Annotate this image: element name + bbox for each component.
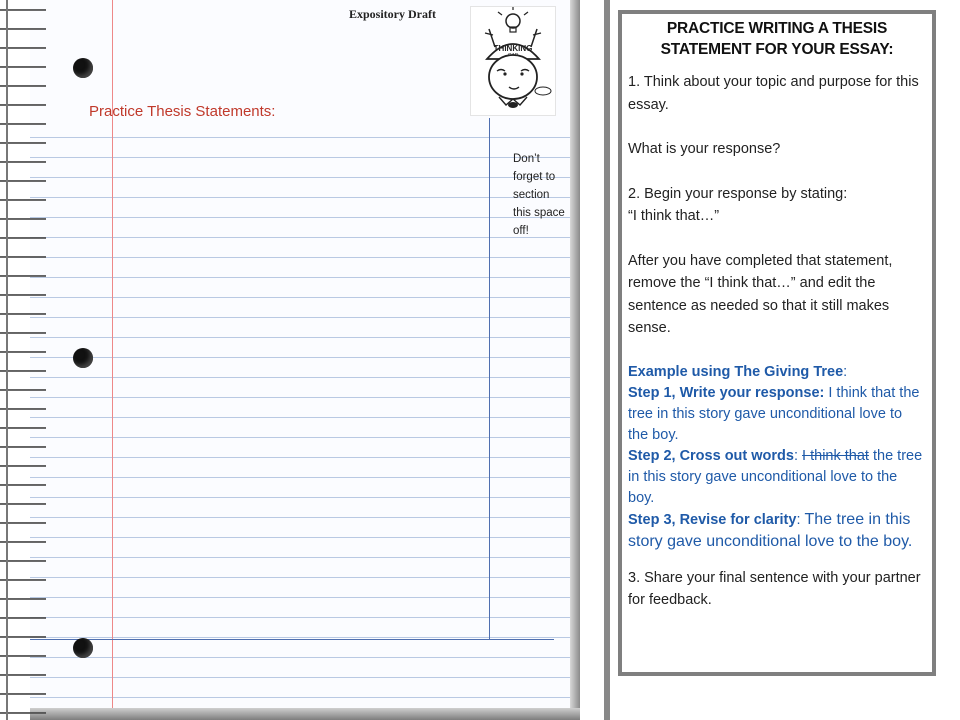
instruction-step-2: 2. Begin your response by stating: xyxy=(628,185,848,202)
example-step-1-label: Step 1, Write your response: xyxy=(628,384,825,401)
section-line-vertical xyxy=(489,118,490,640)
example-step-2-text: the tree in this story gave unconditional love to the boy. xyxy=(628,447,923,506)
punch-hole-bottom xyxy=(73,638,93,658)
example-step-2-strikethrough: I think that xyxy=(802,447,869,464)
instruction-step-3: 3. Share your final sentence with your partner for feedback. xyxy=(628,569,921,608)
page-shadow-bottom xyxy=(30,708,580,720)
practice-thesis-label: Practice Thesis Statements: xyxy=(89,103,276,120)
page-shadow-right xyxy=(570,0,580,715)
example-step-1-text: I think that the tree in this story gave unconditional love to the boy. xyxy=(628,384,920,443)
example-step-3 xyxy=(628,509,926,553)
punch-hole-middle xyxy=(73,348,93,368)
step-2-quote: “I think that…” xyxy=(628,208,720,224)
panel-title: PRACTICE WRITING A THESIS STATEMENT FOR YOUR ESSAY: xyxy=(660,20,894,58)
example-step-3-label: Step 3, Revise for clarity xyxy=(628,511,797,528)
after-instructions: After you have completed that statement, remove the “I think that…” and edit the sentence as needed so that it still makes sense. xyxy=(628,252,893,336)
section-reminder-note: Don’t forget to section this space off! xyxy=(513,153,565,237)
example-heading-colon: : xyxy=(843,363,848,380)
example-step-2 xyxy=(628,446,926,509)
draft-title: Expository Draft xyxy=(349,7,436,21)
example-step-1 xyxy=(628,383,926,446)
response-question: What is your response? xyxy=(628,141,781,157)
cap-label-thinking: THINKING xyxy=(493,44,533,53)
spiral-edge xyxy=(6,0,8,720)
example-step-3-colon: : xyxy=(796,511,805,528)
section-line-horizontal xyxy=(30,639,554,640)
instruction-panel xyxy=(618,10,936,676)
example-heading-text: Example using The Giving Tree xyxy=(628,363,844,380)
example-step-2-label: Step 2, Cross out words xyxy=(628,447,794,464)
example-step-3-text: The tree in this story gave unconditional love to the boy. xyxy=(628,510,913,550)
example-heading xyxy=(628,362,926,383)
vertical-divider xyxy=(604,0,610,720)
example-step-2-colon: : xyxy=(793,447,803,464)
punch-hole-top xyxy=(73,58,93,78)
thinking-cap-icon xyxy=(470,6,556,116)
instruction-step-1: 1. Think about your topic and purpose for this essay. xyxy=(628,74,919,113)
